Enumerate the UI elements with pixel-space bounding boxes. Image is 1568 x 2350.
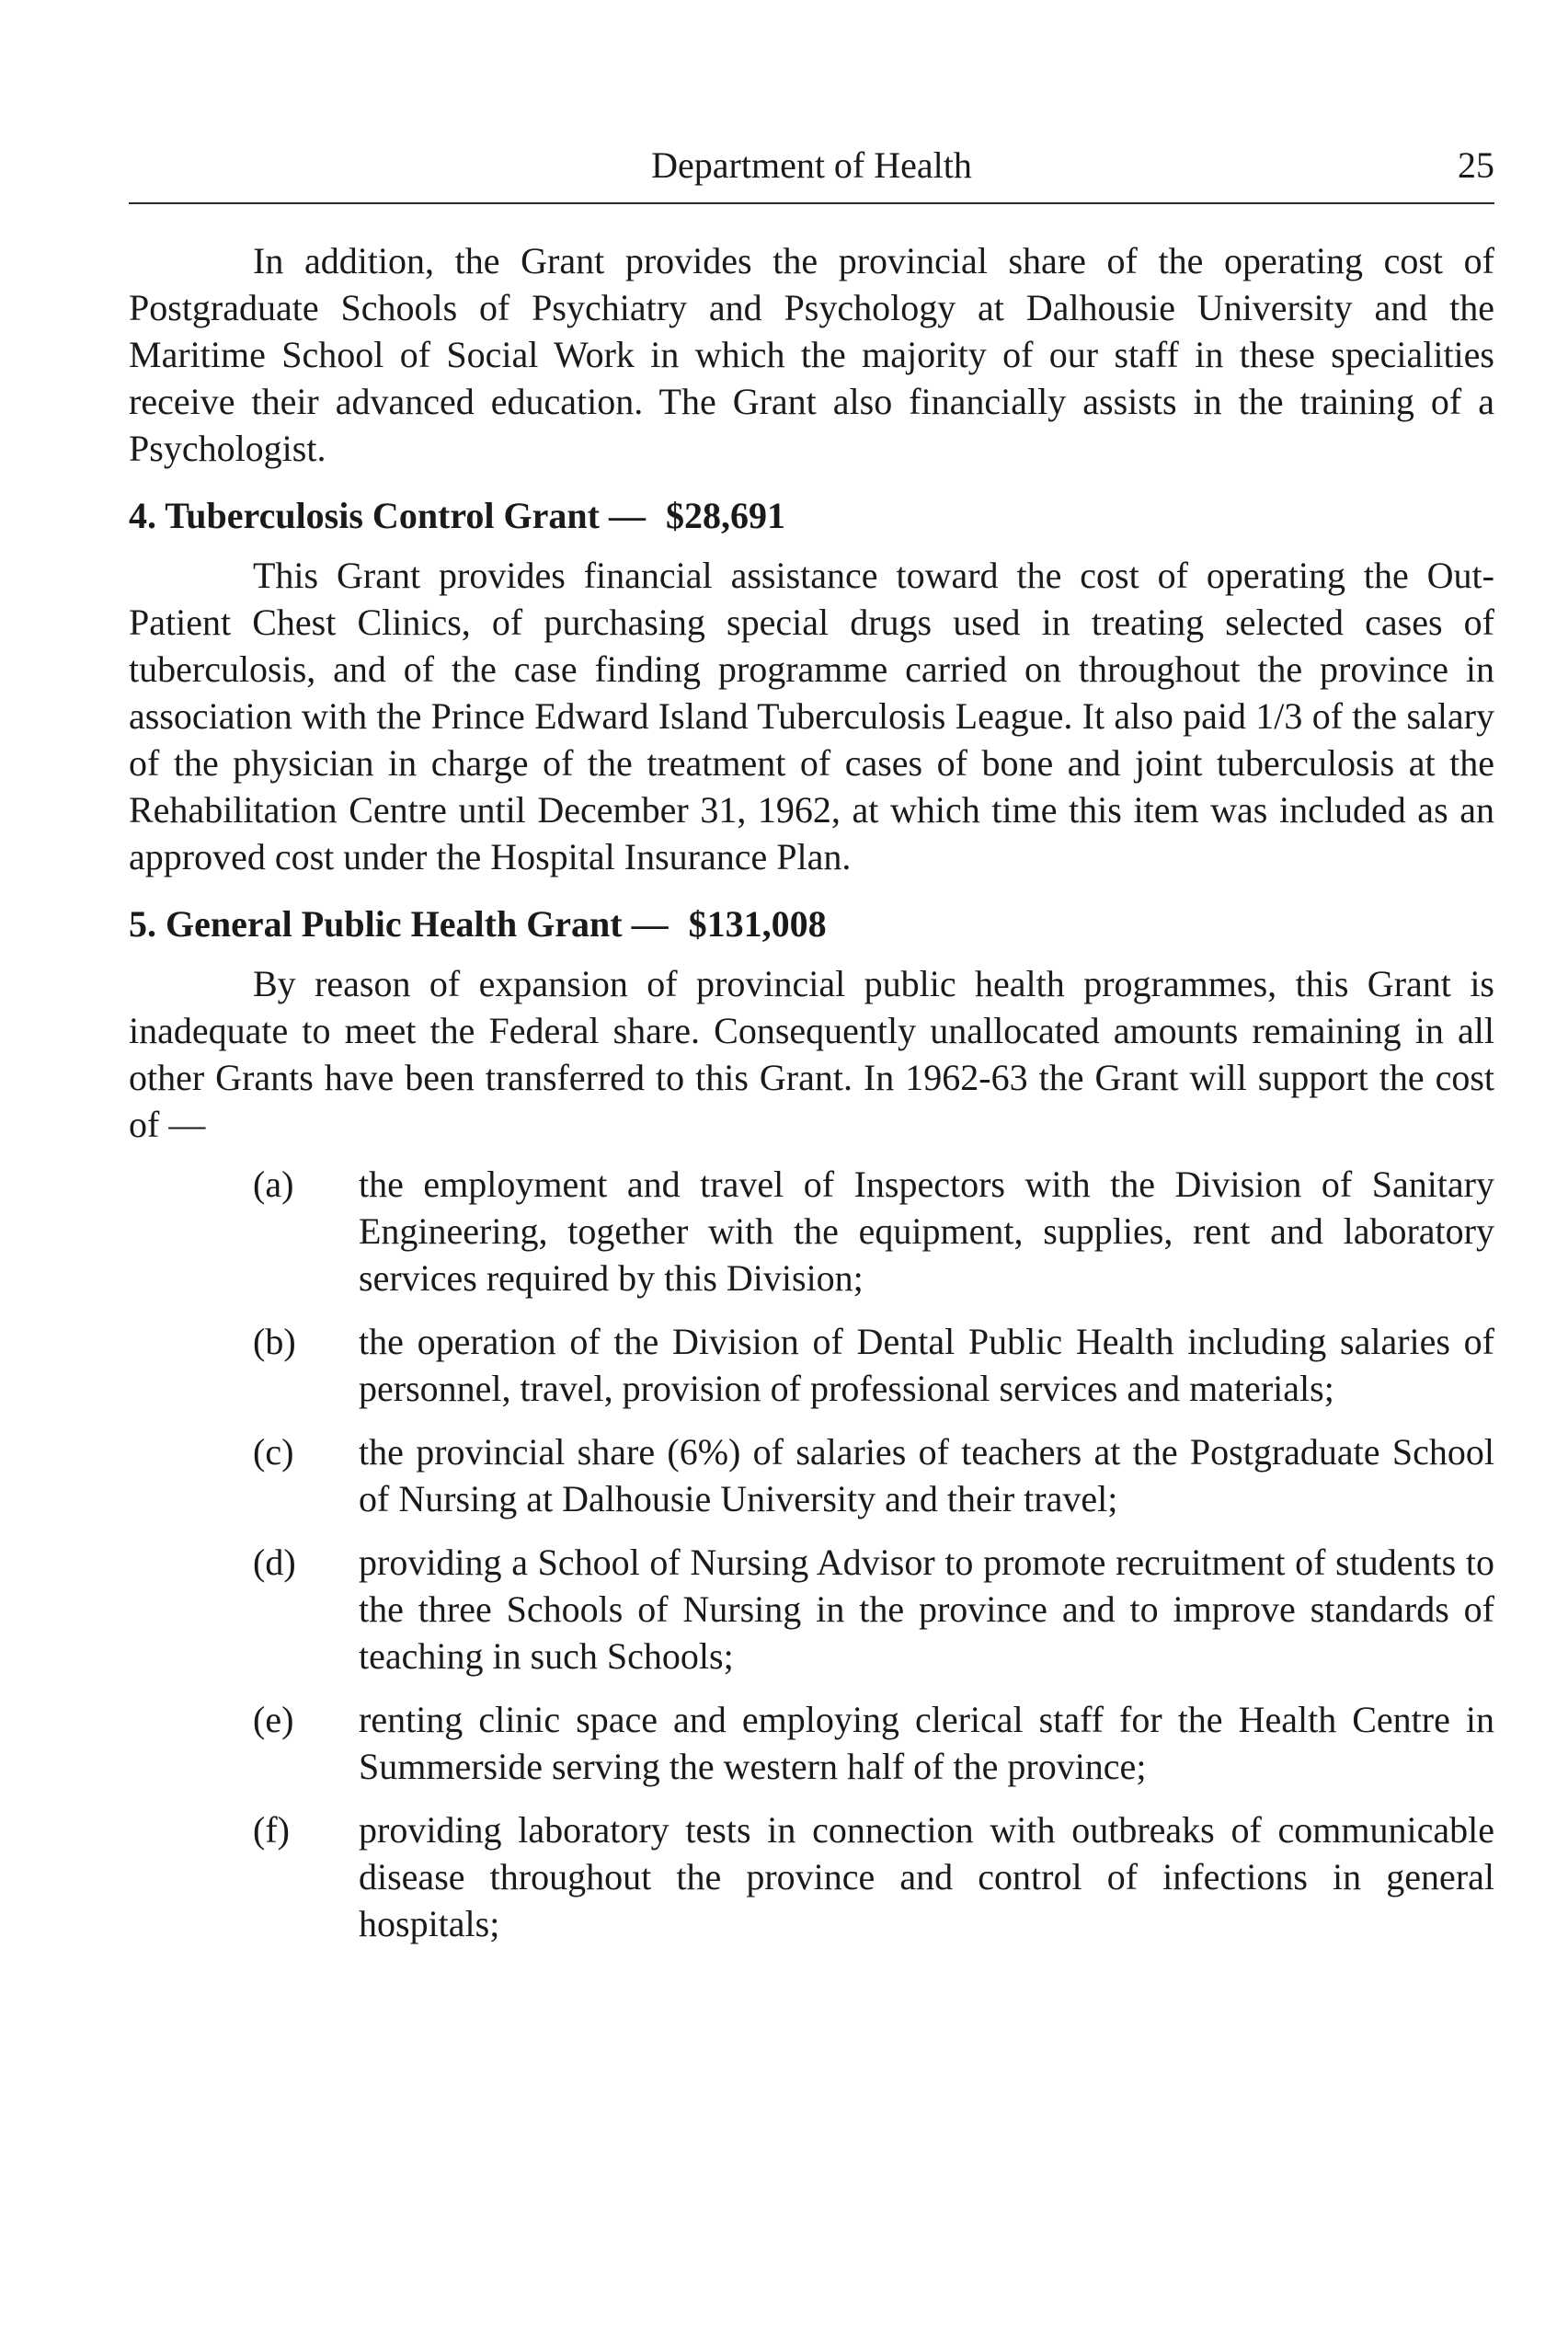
section-amount: $131,008: [688, 903, 827, 945]
list-item-label: (c): [253, 1431, 294, 1473]
section-amount: $28,691: [665, 495, 785, 536]
section-dash: —: [608, 495, 646, 536]
list-item-label: (d): [253, 1542, 296, 1583]
list-item: [129, 1806, 1494, 1947]
list-item: [129, 1161, 1494, 1301]
section-paragraph-public-health: By reason of expansion of provincial public health programmes, this Grant is inadequate to meet the Federal share. Consequently unallocated amounts remaining in all other Grants have been transferred to this Grant. In 1962-63 the Grant will support the cost of —: [129, 963, 1494, 1145]
list-item: [129, 1318, 1494, 1412]
list-item-text: the employment and travel of Inspectors with the Division of Sanitary Engineering, together with the equipment, supplies, rent and laboratory services required by this Division;: [359, 1164, 1494, 1299]
intro-paragraph: In addition, the Grant provides the provincial share of the operating cost of Postgraduate Schools of Psychiatry and Psychology at Dalhousie University and the Maritime School of Social Work in which the majority of our staff in these specialities receive their advanced education. The Grant also financially assists in the training of a Psychologist.: [129, 240, 1494, 469]
list-item-text: providing laboratory tests in connection with outbreaks of communicable disease throughout the province and control of infections in general hospitals;: [359, 1809, 1494, 1944]
page-header: [129, 138, 1494, 204]
section-heading-public-health: [129, 900, 1494, 947]
list-item-label: (e): [253, 1699, 294, 1740]
list-item-text: the provincial share (6%) of salaries of teachers at the Postgraduate School of Nursing at Dalhousie University and their travel;: [359, 1431, 1494, 1519]
list-item-label: (b): [253, 1321, 296, 1362]
cost-list: [129, 1161, 1494, 1947]
section-title: Tuberculosis Control Grant: [165, 495, 600, 536]
section-number: 4.: [129, 495, 156, 536]
list-item: [129, 1696, 1494, 1790]
page-number: 25: [1458, 144, 1494, 186]
document-page: [129, 138, 1494, 1964]
section-title: General Public Health Grant: [166, 903, 623, 945]
running-title: Department of Health: [651, 144, 972, 186]
list-item-text: renting clinic space and employing clerical staff for the Health Centre in Summerside serving the western half of the province;: [359, 1699, 1494, 1787]
list-item: [129, 1539, 1494, 1679]
section-heading-tuberculosis: [129, 492, 1494, 539]
list-item-label: (f): [253, 1809, 290, 1851]
section-paragraph-tuberculosis: This Grant provides financial assistance toward the cost of operating the Out-Patient Chest Clinics, of purchasing special drugs used in treating selected cases of tuberculosis, and of the case finding programme carried on throughout the province in association with the Prince Edward Island Tuberculosis League. It also paid 1/3 of the salary of the physician in charge of the treatment of cases of bone and joint tuberculosis at the Rehabilitation Centre until December 31, 1962, at which time this item was included as an approved cost under the Hospital Insurance Plan.: [129, 555, 1494, 877]
list-item-text: the operation of the Division of Dental Public Health including salaries of personnel, travel, provision of professional services and materials;: [359, 1321, 1494, 1409]
list-item: [129, 1428, 1494, 1522]
section-dash: —: [631, 903, 669, 945]
section-number: 5.: [129, 903, 156, 945]
list-item-label: (a): [253, 1164, 294, 1205]
list-item-text: providing a School of Nursing Advisor to promote recruitment of students to the three Schools of Nursing in the province and to improve standards of teaching in such Schools;: [359, 1542, 1494, 1677]
